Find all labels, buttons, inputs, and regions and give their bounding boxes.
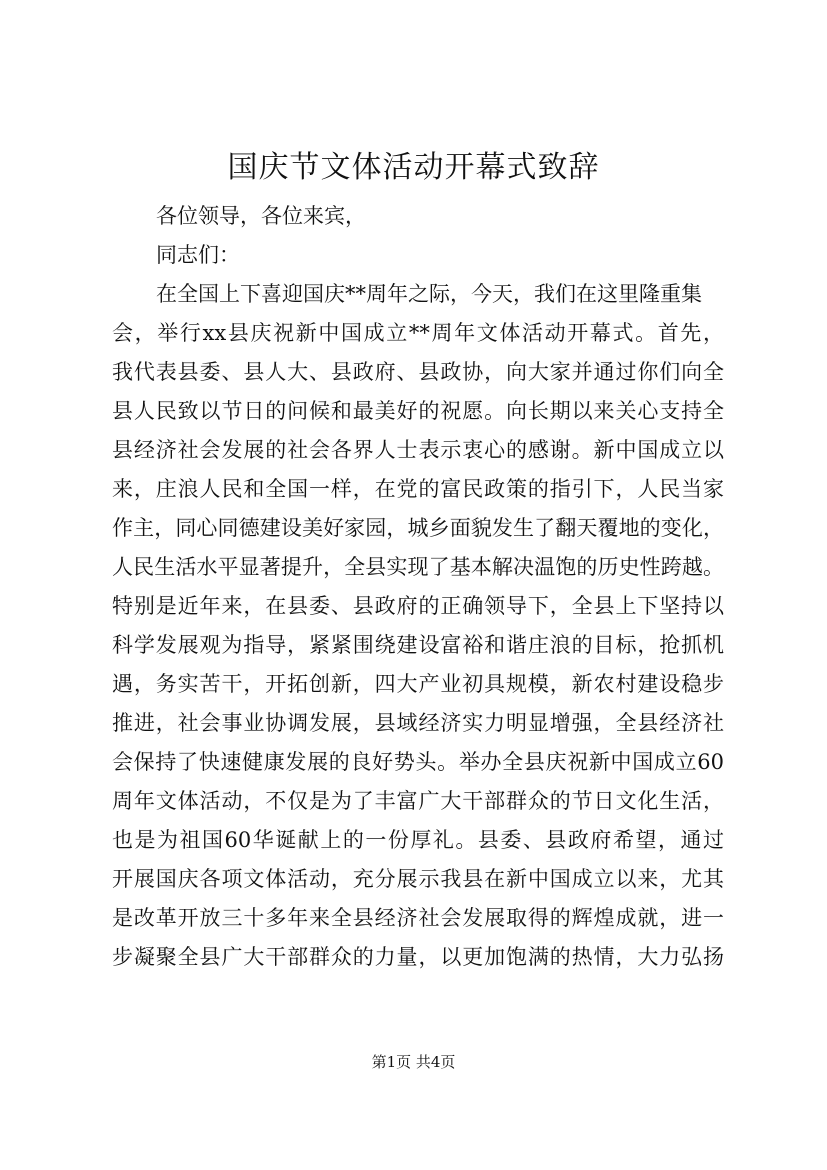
paragraph-line: 作主，同心同德建设美好家园，城乡面貌发生了翻天覆地的变化， xyxy=(112,516,724,540)
paragraph-line: 推进，社会事业协调发展，县域经济实力明显增强，全县经济社 xyxy=(112,711,724,735)
paragraph-line: 特别是近年来，在县委、县政府的正确领导下，全县上下坚持以 xyxy=(112,594,724,618)
paragraph-line: 步凝聚全县广大干部群众的力量，以更加饱满的热情，大力弘扬 xyxy=(112,945,724,969)
paragraph-line: 县经济社会发展的社会各界人士表示衷心的感谢。新中国成立以 xyxy=(112,438,724,462)
document-title: 国庆节文体活动开幕式致辞 xyxy=(227,150,600,185)
document-body xyxy=(112,197,724,977)
paragraph-line: 人民生活水平显著提升，全县实现了基本解决温饱的历史性跨越。 xyxy=(112,555,724,579)
greeting-line: 各位领导，各位来宾， xyxy=(156,204,366,228)
paragraph-line: 开展国庆各项文体活动，充分展示我县在新中国成立以来，尤其 xyxy=(112,867,724,891)
paragraph-line: 科学发展观为指导，紧紧围绕建设富裕和谐庄浪的目标，抢抓机 xyxy=(112,633,724,657)
paragraph-line: 也是为祖国60华诞献上的一份厚礼。县委、县政府希望，通过 xyxy=(112,828,724,852)
paragraph-line: 在全国上下喜迎国庆**周年之际，今天，我们在这里隆重集 xyxy=(156,282,702,306)
page-number-footer: 第1页 共4页 xyxy=(371,1053,456,1071)
paragraph-line: 县人民致以节日的问候和最美好的祝愿。向长期以来关心支持全 xyxy=(112,399,724,423)
paragraph-line: 会，举行xx县庆祝新中国成立**周年文体活动开幕式。首先， xyxy=(112,321,724,345)
greeting-line: 同志们： xyxy=(156,243,240,267)
paragraph-line: 来，庄浪人民和全国一样，在党的富民政策的指引下，人民当家 xyxy=(112,477,724,501)
paragraph-line: 遇，务实苦干，开拓创新，四大产业初具规模，新农村建设稳步 xyxy=(112,672,724,696)
paragraph-line: 周年文体活动，不仅是为了丰富广大干部群众的节日文化生活， xyxy=(112,789,724,813)
paragraph-line: 我代表县委、县人大、县政府、县政协，向大家并通过你们向全 xyxy=(112,360,724,384)
paragraph-line: 会保持了快速健康发展的良好势头。举办全县庆祝新中国成立60 xyxy=(112,750,724,774)
paragraph-line: 是改革开放三十多年来全县经济社会发展取得的辉煌成就，进一 xyxy=(112,906,724,930)
